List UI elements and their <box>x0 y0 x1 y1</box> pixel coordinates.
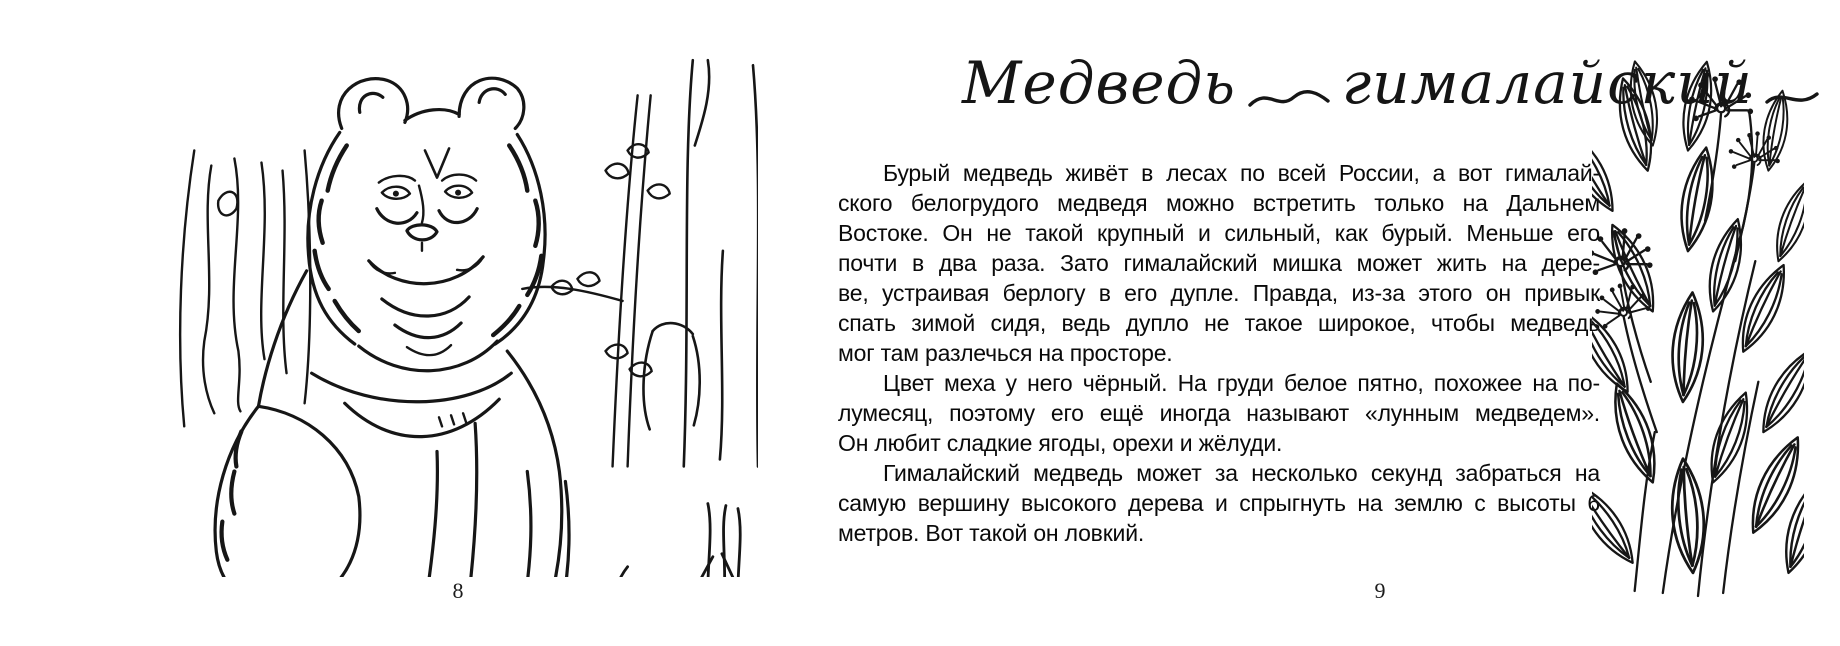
plant-illustration <box>1592 50 1804 598</box>
body-text <box>838 158 1600 548</box>
text-line: лумесяц, поэтому его ещё иногда называют «лунным медведем». <box>838 400 1600 426</box>
text-line: Гималайский медведь может за несколько секунд забраться на <box>883 460 1600 486</box>
text-line: Он любит сладкие ягоды, орехи и жёлуди. <box>838 430 1283 456</box>
page-number: 9 <box>1374 578 1386 603</box>
text-line: Цвет меха у него чёрный. На груди белое пятно, похожее на по- <box>883 370 1600 396</box>
text-line: Бурый медведь живёт в лесах по всей России, а вот гималай- <box>883 160 1600 186</box>
bear-illustration <box>106 50 758 577</box>
text-line: спать зимой сидя, ведь дупло не такое широкое, чтобы медведь <box>838 310 1600 336</box>
text-line: ского белогрудого медведя можно встретить только на Дальнем <box>838 190 1600 216</box>
text-line: Востоке. Он не такой крупный и сильный, как бурый. Меньше его <box>838 220 1600 246</box>
text-line: самую вершину высокого дерева и спрыгнуть на землю с высоты 6 <box>838 490 1600 516</box>
bear-head <box>308 78 545 355</box>
title-word-1: Медведь <box>962 49 1236 117</box>
title-word-2: гималайский <box>1341 49 1753 117</box>
left-page <box>0 0 820 646</box>
text-line: метров. Вот такой он ловкий. <box>838 520 1145 546</box>
text-line: почти в два раза. Зато гималайский мишка может жить на дере- <box>838 250 1600 276</box>
page-number: 8 <box>452 578 464 603</box>
tree-trunk-left <box>180 151 310 427</box>
flourish-icon <box>1248 79 1330 115</box>
tree-trunk-right <box>643 60 758 466</box>
text-line: мог там разлечься на просторе. <box>838 340 1173 366</box>
bear-body <box>215 271 571 577</box>
text-line: ве, устраивая берлогу в его дупле. Правда, из-за этого он привык <box>838 280 1600 306</box>
right-page <box>820 0 1840 646</box>
